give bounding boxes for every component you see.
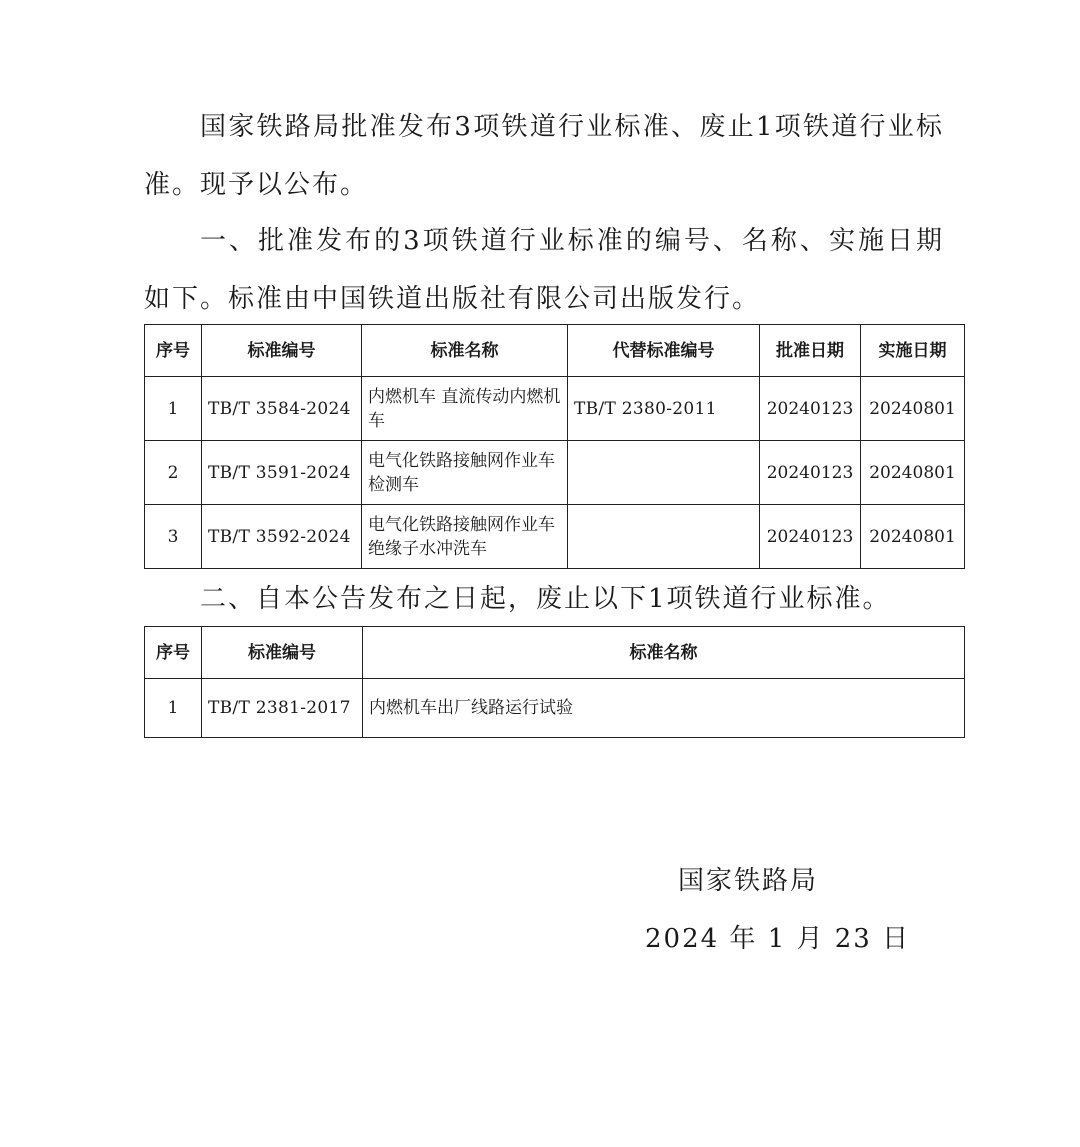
cell-seq: 2 — [145, 441, 202, 505]
cell-effective: 20240801 — [861, 377, 965, 441]
cell-approved: 20240123 — [760, 441, 861, 505]
header-seq: 序号 — [145, 627, 202, 679]
cell-replaces — [568, 441, 760, 505]
cell-code: TB/T 3591-2024 — [202, 441, 362, 505]
cell-seq: 1 — [145, 679, 202, 738]
cell-approved: 20240123 — [760, 505, 861, 569]
cell-name: 内燃机车出厂线路运行试验 — [363, 679, 965, 738]
cell-code: TB/T 3584-2024 — [202, 377, 362, 441]
cell-code: TB/T 2381-2017 — [202, 679, 363, 738]
header-effective: 实施日期 — [861, 325, 965, 377]
header-seq: 序号 — [145, 325, 202, 377]
table-row — [145, 377, 965, 441]
table-row — [145, 441, 965, 505]
table-row — [145, 505, 965, 569]
header-code: 标准编号 — [202, 627, 363, 679]
issue-date: 2024 年 1 月 23 日 — [645, 924, 911, 954]
table-header-row — [145, 627, 965, 679]
cell-name: 电气化铁路接触网作业车 绝缘子水冲洗车 — [362, 505, 568, 569]
cell-name: 电气化铁路接触网作业车 检测车 — [362, 441, 568, 505]
cell-approved: 20240123 — [760, 377, 861, 441]
section2-paragraph: 二、自本公告发布之日起，废止以下1项铁道行业标准。 — [200, 584, 891, 614]
issuer-name: 国家铁路局 — [678, 866, 819, 896]
cell-effective: 20240801 — [861, 441, 965, 505]
header-name: 标准名称 — [362, 325, 568, 377]
cell-replaces — [568, 505, 760, 569]
header-replaces: 代替标准编号 — [568, 325, 760, 377]
cell-code: TB/T 3592-2024 — [202, 505, 362, 569]
approved-standards-table — [144, 324, 965, 569]
intro-paragraph: 国家铁路局批准发布3项铁道行业标准、废止1项铁道行业标准。现予以公布。 — [144, 112, 944, 200]
cell-name: 内燃机车 直流传动内燃机车 — [362, 377, 568, 441]
cell-seq: 1 — [145, 377, 202, 441]
header-approved: 批准日期 — [760, 325, 861, 377]
cell-effective: 20240801 — [861, 505, 965, 569]
abolished-standards-table — [144, 626, 965, 738]
cell-seq: 3 — [145, 505, 202, 569]
header-name: 标准名称 — [363, 627, 965, 679]
cell-replaces: TB/T 2380-2011 — [568, 377, 760, 441]
table-row — [145, 679, 965, 738]
table-header-row — [145, 325, 965, 377]
header-code: 标准编号 — [202, 325, 362, 377]
section1-paragraph: 一、批准发布的3项铁道行业标准的编号、名称、实施日期如下。标准由中国铁道出版社有限公司出版发行。 — [144, 226, 944, 314]
